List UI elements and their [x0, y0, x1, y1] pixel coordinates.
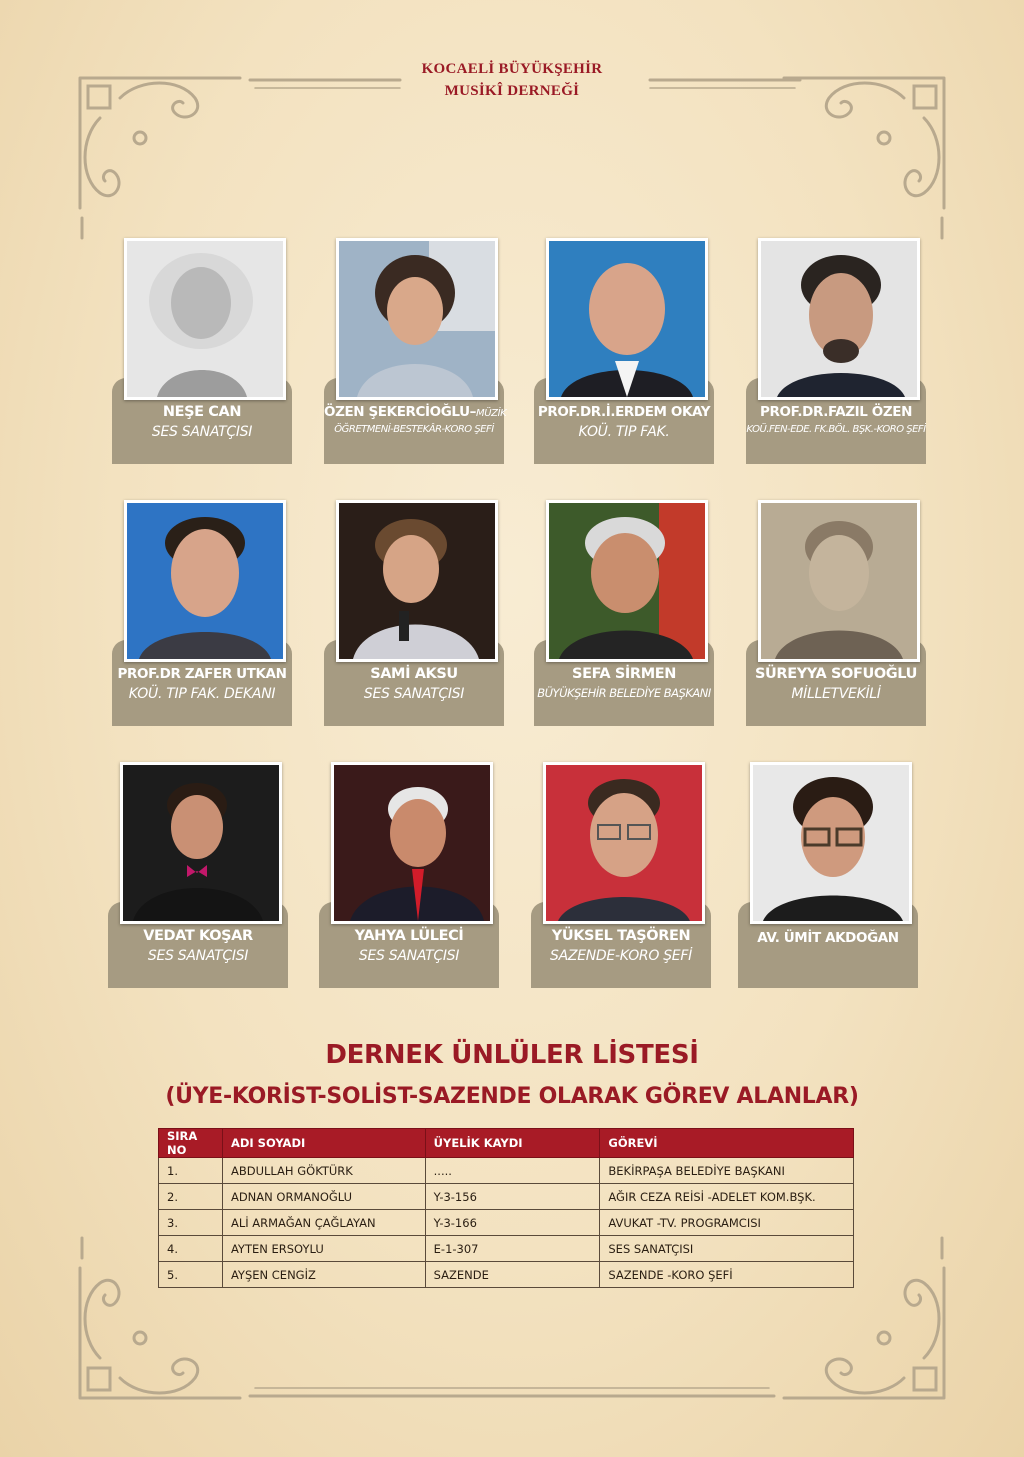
table-cell: SAZENDE — [425, 1262, 600, 1288]
portrait-photo — [750, 762, 912, 924]
person-card — [319, 762, 499, 992]
person-card — [112, 500, 292, 730]
person-name — [324, 404, 507, 420]
portrait-photo — [758, 500, 920, 662]
person-role: MİLLETVEKİLİ — [791, 686, 881, 702]
person-name: YÜKSEL TAŞÖREN — [551, 928, 691, 944]
person-role: SES SANATÇISI — [147, 948, 249, 964]
person-card — [324, 500, 504, 730]
table-cell: AYTEN ERSOYLU — [222, 1236, 425, 1262]
person-card — [746, 238, 926, 468]
table-cell: E-1-307 — [425, 1236, 600, 1262]
person-card — [112, 238, 292, 468]
portrait-photo — [124, 500, 286, 662]
person-card — [738, 762, 918, 992]
portrait-photo — [336, 500, 498, 662]
person-card — [534, 238, 714, 468]
table-cell: 5. — [159, 1262, 223, 1288]
table-row — [159, 1236, 854, 1262]
table-cell: AVUKAT -TV. PROGRAMCISI — [600, 1210, 854, 1236]
person-name: YAHYA LÜLECİ — [354, 928, 464, 944]
table-cell: 4. — [159, 1236, 223, 1262]
portrait-photo — [543, 762, 705, 924]
portrait-photo — [758, 238, 920, 400]
person-role: SES SANATÇISI — [358, 948, 460, 964]
table-cell: 2. — [159, 1184, 223, 1210]
person-role: SES SANATÇISI — [151, 424, 253, 440]
column-header: SIRA NO — [159, 1129, 223, 1158]
header-line-1: KOCAELİ BÜYÜKŞEHİR — [421, 61, 603, 77]
table-cell: SAZENDE -KORO ŞEFİ — [600, 1262, 854, 1288]
person-card — [746, 500, 926, 730]
header-line-2: MUSİKÎ DERNEĞİ — [444, 83, 580, 99]
person-name: VEDAT KOŞAR — [143, 928, 253, 944]
portrait-photo — [546, 238, 708, 400]
person-role: KOÜ.FEN-EDE. FK.BÖL. BŞK.-KORO ŞEFİ — [746, 424, 926, 435]
person-name: PROF.DR.FAZIL ÖZEN — [760, 404, 912, 420]
table-cell: AYŞEN CENGİZ — [222, 1262, 425, 1288]
table-cell: Y-3-156 — [425, 1184, 600, 1210]
table-cell: SES SANATÇISI — [600, 1236, 854, 1262]
person-card — [108, 762, 288, 992]
portrait-photo — [120, 762, 282, 924]
column-header: ADI SOYADI — [222, 1129, 425, 1158]
table-cell: 1. — [159, 1158, 223, 1184]
table-header-row — [159, 1129, 854, 1158]
person-name-main: ÖZEN ŞEKERCİOĞLU– — [324, 404, 477, 420]
table-cell: ADNAN ORMANOĞLU — [222, 1184, 425, 1210]
portrait-photo — [124, 238, 286, 400]
table-row — [159, 1210, 854, 1236]
column-header: ÜYELİK KAYDI — [425, 1129, 600, 1158]
table-cell: ALİ ARMAĞAN ÇAĞLAYAN — [222, 1210, 425, 1236]
column-header: GÖREVİ — [600, 1129, 854, 1158]
table-cell: 3. — [159, 1210, 223, 1236]
person-name: PROF.DR.İ.ERDEM OKAY — [537, 404, 711, 420]
table-cell: BEKİRPAŞA BELEDİYE BAŞKANI — [600, 1158, 854, 1184]
person-role: KOÜ. TIP FAK. — [578, 424, 670, 440]
table-cell: ABDULLAH GÖKTÜRK — [222, 1158, 425, 1184]
person-card — [534, 500, 714, 730]
person-name: SAMİ AKSU — [370, 666, 458, 682]
table-row — [159, 1184, 854, 1210]
person-name: SÜREYYA SOFUOĞLU — [755, 666, 917, 682]
portrait-photo — [336, 238, 498, 400]
person-name: NEŞE CAN — [162, 404, 242, 420]
table-cell: ..... — [425, 1158, 600, 1184]
association-header — [362, 58, 662, 102]
person-role: ÖĞRETMENİ-BESTEKÂR-KORO ŞEFİ — [334, 424, 494, 435]
members-table — [158, 1128, 854, 1288]
person-name: SEFA SİRMEN — [572, 666, 676, 682]
portrait-photo — [546, 500, 708, 662]
person-name: PROF.DR ZAFER UTKAN — [117, 666, 287, 682]
section-subtitle: (ÜYE-KORİST-SOLİST-SAZENDE OLARAK GÖREV ALANLAR) — [165, 1084, 859, 1109]
person-role: SAZENDE-KORO ŞEFİ — [550, 948, 692, 964]
person-role: SES SANATÇISI — [363, 686, 465, 702]
table-cell: Y-3-166 — [425, 1210, 600, 1236]
portrait-photo — [331, 762, 493, 924]
table-cell: AĞIR CEZA REİSİ -ADELET KOM.BŞK. — [600, 1184, 854, 1210]
person-name: AV. ÜMİT AKDOĞAN — [757, 930, 899, 946]
person-role: BÜYÜKŞEHİR BELEDİYE BAŞKANI — [537, 686, 711, 700]
person-role: KOÜ. TIP FAK. DEKANI — [128, 686, 276, 702]
table-row — [159, 1262, 854, 1288]
person-card — [324, 238, 507, 468]
section-title: DERNEK ÜNLÜLER LİSTESİ — [325, 1040, 699, 1070]
table-row — [159, 1158, 854, 1184]
person-card — [531, 762, 711, 992]
person-name-extra: MÜZİK — [476, 408, 507, 419]
